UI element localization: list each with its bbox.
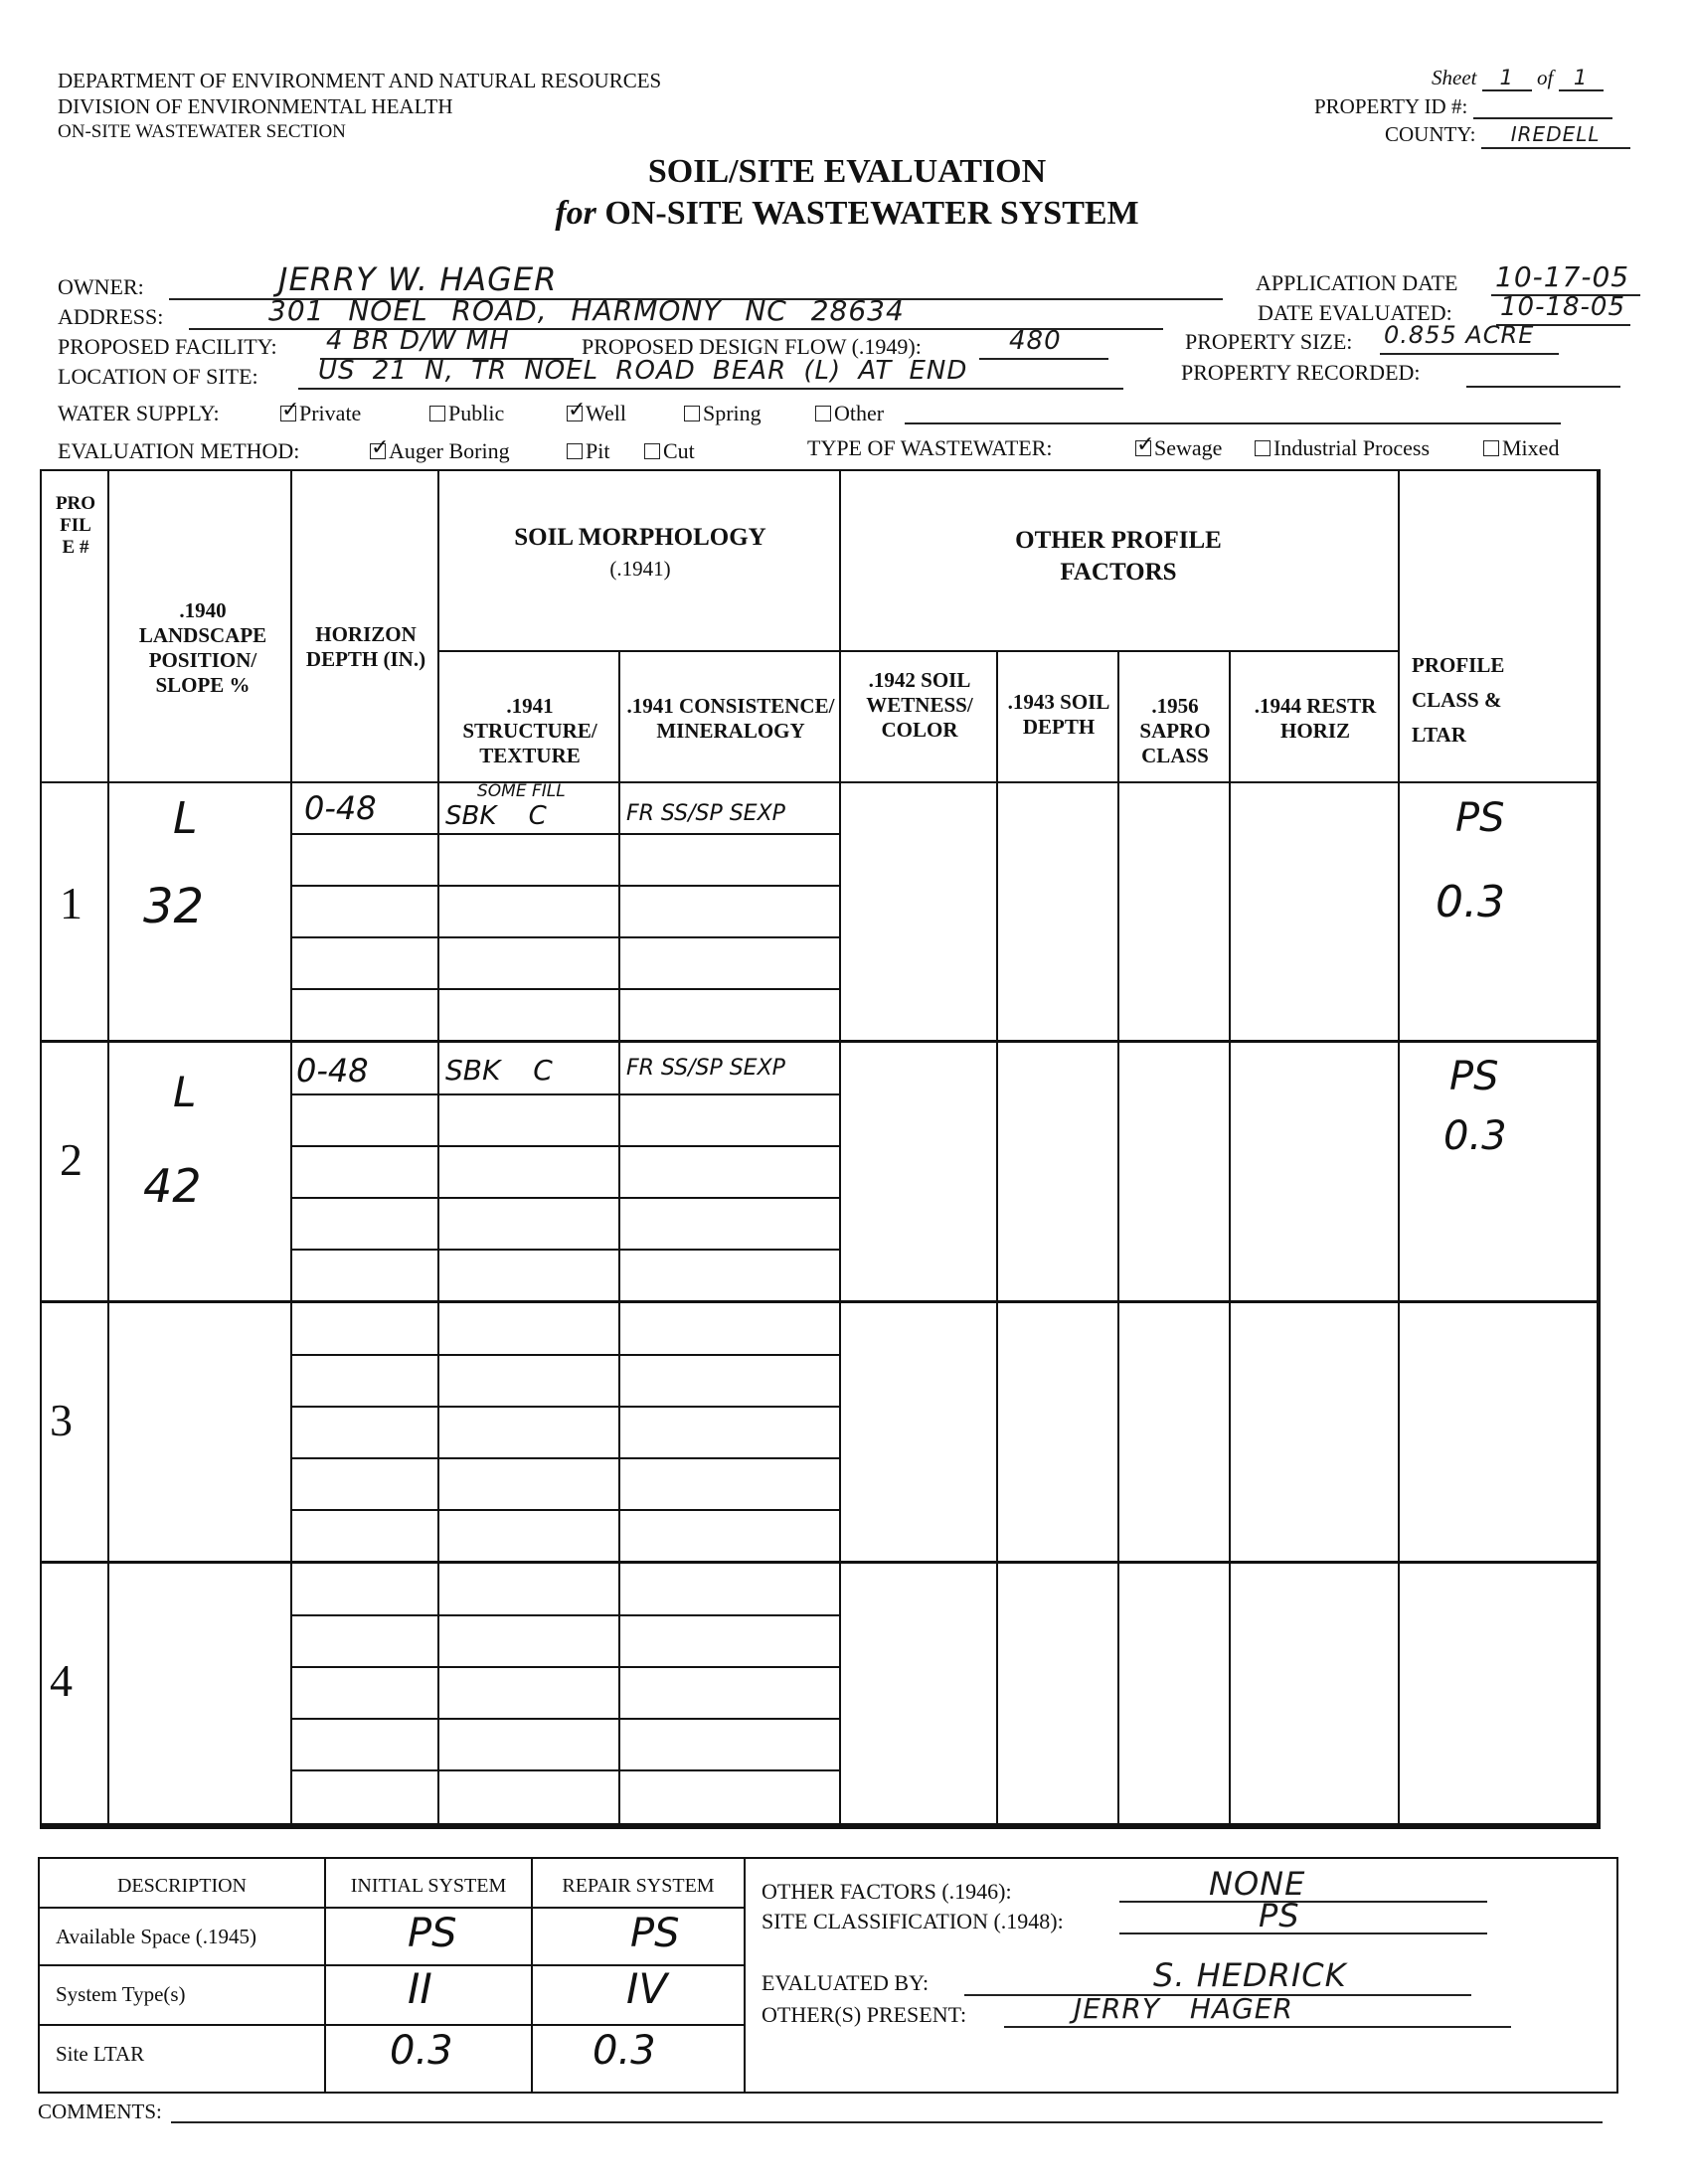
option-label: Pit [586,438,610,463]
checkbox-private[interactable] [280,406,296,421]
agency-line: DIVISION OF ENVIRONMENTAL HEALTH [58,94,453,118]
date-eval-label: DATE EVALUATED: [1258,300,1452,325]
facility-label: PROPOSED FACILITY: [58,334,277,359]
profile-ltar: 0.3 [1443,1113,1507,1159]
profile-class: PS [1449,1054,1499,1099]
header-structure: .1941 STRUCTURE/ TEXTURE [462,694,597,767]
design-flow-label: PROPOSED DESIGN FLOW (.1949): [582,334,922,359]
structure-note: SOME FILL [477,781,566,801]
header-depth: .1943 SOIL DEPTH [1007,690,1110,739]
header-restr: .1944 RESTR HORIZ [1254,694,1377,743]
comments-field[interactable] [171,2103,1603,2123]
header-profile: PROFILE # [55,493,96,558]
wastewater-type-label: TYPE OF WASTEWATER: [807,435,1053,460]
option-label: Industrial Process [1273,435,1431,460]
water-option-well[interactable] [567,401,626,426]
checkbox-sewage[interactable] [1135,440,1151,456]
consistence-mineralogy: FR SS/SP SEXP [626,1056,785,1081]
option-label: Mixed [1502,435,1560,460]
evaluated-by-field[interactable] [964,1958,1471,1996]
water-option-other[interactable] [815,401,884,426]
owner-label: OWNER: [58,274,144,299]
form-title [0,151,1694,235]
method-option-auger[interactable] [370,438,510,464]
structure-texture: SBK C [445,801,547,831]
app-date-field[interactable] [1491,262,1640,296]
owner-value: JERRY W. HAGER [278,260,558,298]
profile-number: 4 [50,1655,73,1706]
system-type-repair: IV [626,1964,668,2013]
property-id-label: PROPERTY ID #: [1314,94,1468,118]
horizon-depth: 0-48 [304,789,377,827]
checkbox-well[interactable] [567,406,583,421]
evaluated-by-label: EVALUATED BY: [762,1970,930,1995]
initial-header: INITIAL SYSTEM [350,1875,507,1897]
title-line2-wrap [0,193,1694,235]
wastewater-type-row [807,435,1560,461]
facility-value: 4 BR D/W MH [326,326,510,356]
option-label: Well [586,401,626,425]
option-label: Spring [703,401,762,425]
site-class-label: SITE CLASSIFICATION (.1948): [762,1909,1064,1933]
property-recorded-label: PROPERTY RECORDED: [1181,360,1421,385]
desc-header: DESCRIPTION [116,1875,247,1897]
title-for: for [555,195,596,232]
header-other-factors: OTHER PROFILE FACTORS [1015,527,1222,586]
landscape-position: L [173,793,198,844]
others-present-field[interactable] [1004,1992,1511,2028]
wastewater-option-mixed[interactable] [1483,435,1559,461]
property-size-value: 0.855 ACRE [1384,321,1535,349]
of-label: of [1536,66,1554,89]
location-field[interactable] [298,358,1123,390]
header-sapro: .1956 SAPRO CLASS [1139,694,1211,767]
sheet-number [1432,66,1604,91]
available-space-label: Available Space (.1945) [56,1925,256,1948]
property-id-value[interactable] [1473,97,1612,119]
consistence-mineralogy: FR SS/SP SEXP [626,801,785,826]
landscape-position: L [173,1068,197,1116]
profile-ltar: 0.3 [1436,877,1505,927]
header-wetness: .1942 SOIL WETNESS/ COLOR [866,668,973,742]
other-water-field[interactable] [905,422,1561,424]
site-ltar-label: Site LTAR [56,2042,145,2066]
repair-header: REPAIR SYSTEM [562,1875,715,1897]
checkbox-cut[interactable] [644,443,660,459]
app-date-label: APPLICATION DATE [1256,270,1458,295]
agency-header [58,68,661,145]
property-id [1314,93,1612,119]
location-value: US 21 N, TR NOEL ROAD BEAR (L) AT END [318,356,968,386]
other-factors-value: NONE [1209,1865,1306,1903]
checkbox-industrial[interactable] [1255,440,1270,456]
option-label: Sewage [1154,435,1223,460]
others-present-value: JERRY HAGER [1074,1992,1293,2025]
checkbox-auger[interactable] [370,443,386,459]
comments-label: COMMENTS: [38,2100,162,2123]
property-recorded-field[interactable] [1466,360,1620,388]
evaluation-method-label: EVALUATION METHOD: [58,438,300,463]
address-value: 301 NOEL ROAD, HARMONY NC 28634 [268,294,905,327]
app-date-value: 10-17-05 [1495,260,1630,293]
wastewater-option-sewage[interactable] [1135,435,1222,461]
county [1385,121,1630,149]
title-line1: SOIL/SITE EVALUATION [647,153,1047,190]
site-ltar-initial: 0.3 [390,2028,453,2074]
property-size-label: PROPERTY SIZE: [1185,329,1353,354]
other-factors-label: OTHER FACTORS (.1946): [762,1879,1012,1904]
structure-texture: SBK C [445,1054,553,1087]
design-flow-value: 480 [1009,326,1062,356]
slope-percent: 42 [143,1159,202,1213]
sheet-label: Sheet [1432,66,1477,89]
property-size-field[interactable] [1380,323,1559,355]
header-soil-morph-code: (.1941) [609,557,671,581]
profile-number: 2 [60,1134,83,1185]
address-field[interactable] [189,294,1163,330]
checkbox-public[interactable] [429,406,445,421]
checkbox-spring[interactable] [684,406,700,421]
water-supply-label: WATER SUPPLY: [58,401,220,425]
header-landscape: .1940 LANDSCAPE POSITION/ SLOPE % [138,598,267,697]
checkbox-pit[interactable] [567,443,583,459]
water-supply-row [58,401,885,426]
header-profile-class: PROFILE CLASS & LTAR [1412,653,1505,747]
option-label: Public [448,401,505,425]
sheet-num-value: 1 [1482,66,1532,91]
header-soil-morphology: SOIL MORPHOLOGY [514,524,766,551]
county-label: COUNTY: [1385,122,1476,146]
profile-number: 3 [50,1395,73,1445]
others-present-label: OTHER(S) PRESENT: [762,2002,967,2027]
header-horizon: HORIZON DEPTH (IN.) [305,622,426,671]
profile-table [40,469,1601,1829]
available-space-initial: PS [408,1911,457,1956]
site-ltar-repair: 0.3 [593,2028,656,2074]
slope-percent: 32 [143,879,205,934]
system-type-initial: II [408,1964,432,2013]
header-consistence: .1941 CONSISTENCE/ MINERALOGY [626,694,835,743]
water-option-private[interactable] [280,401,361,426]
location-label: LOCATION OF SITE: [58,364,258,389]
site-class-value: PS [1259,1897,1300,1934]
county-value: IREDELL [1481,121,1630,149]
bottom-summary [38,1857,1618,2094]
option-label: Cut [663,438,695,463]
method-option-cut[interactable] [644,438,695,464]
evaluated-by-value: S. HEDRICK [1153,1956,1347,1994]
option-label: Other [834,401,885,425]
system-type-label: System Type(s) [56,1982,186,2006]
sheet-total-value: 1 [1559,66,1604,91]
horizon-depth: 0-48 [296,1052,369,1090]
agency-line: ON-SITE WASTEWATER SECTION [58,121,346,142]
design-flow-field[interactable] [979,328,1108,360]
water-option-spring[interactable] [684,401,762,426]
date-eval-value: 10-18-05 [1500,292,1626,322]
water-option-public[interactable] [429,401,504,426]
wastewater-option-industrial[interactable] [1255,435,1430,461]
available-space-repair: PS [630,1911,680,1956]
other-factors-field[interactable] [1119,1865,1487,1903]
address-label: ADDRESS: [58,304,164,329]
site-class-field[interactable] [1119,1897,1487,1934]
evaluation-method-row [58,438,695,464]
option-label: Auger Boring [389,438,510,463]
checkbox-mixed[interactable] [1483,440,1499,456]
title-line2: ON-SITE WASTEWATER SYSTEM [604,195,1139,232]
agency-line: DEPARTMENT OF ENVIRONMENT AND NATURAL RESOURCES [58,69,662,92]
option-label: Private [299,401,362,425]
method-option-pit[interactable] [567,438,609,464]
checkbox-other[interactable] [815,406,831,421]
profile-number: 1 [60,878,83,928]
profile-class: PS [1455,795,1505,841]
